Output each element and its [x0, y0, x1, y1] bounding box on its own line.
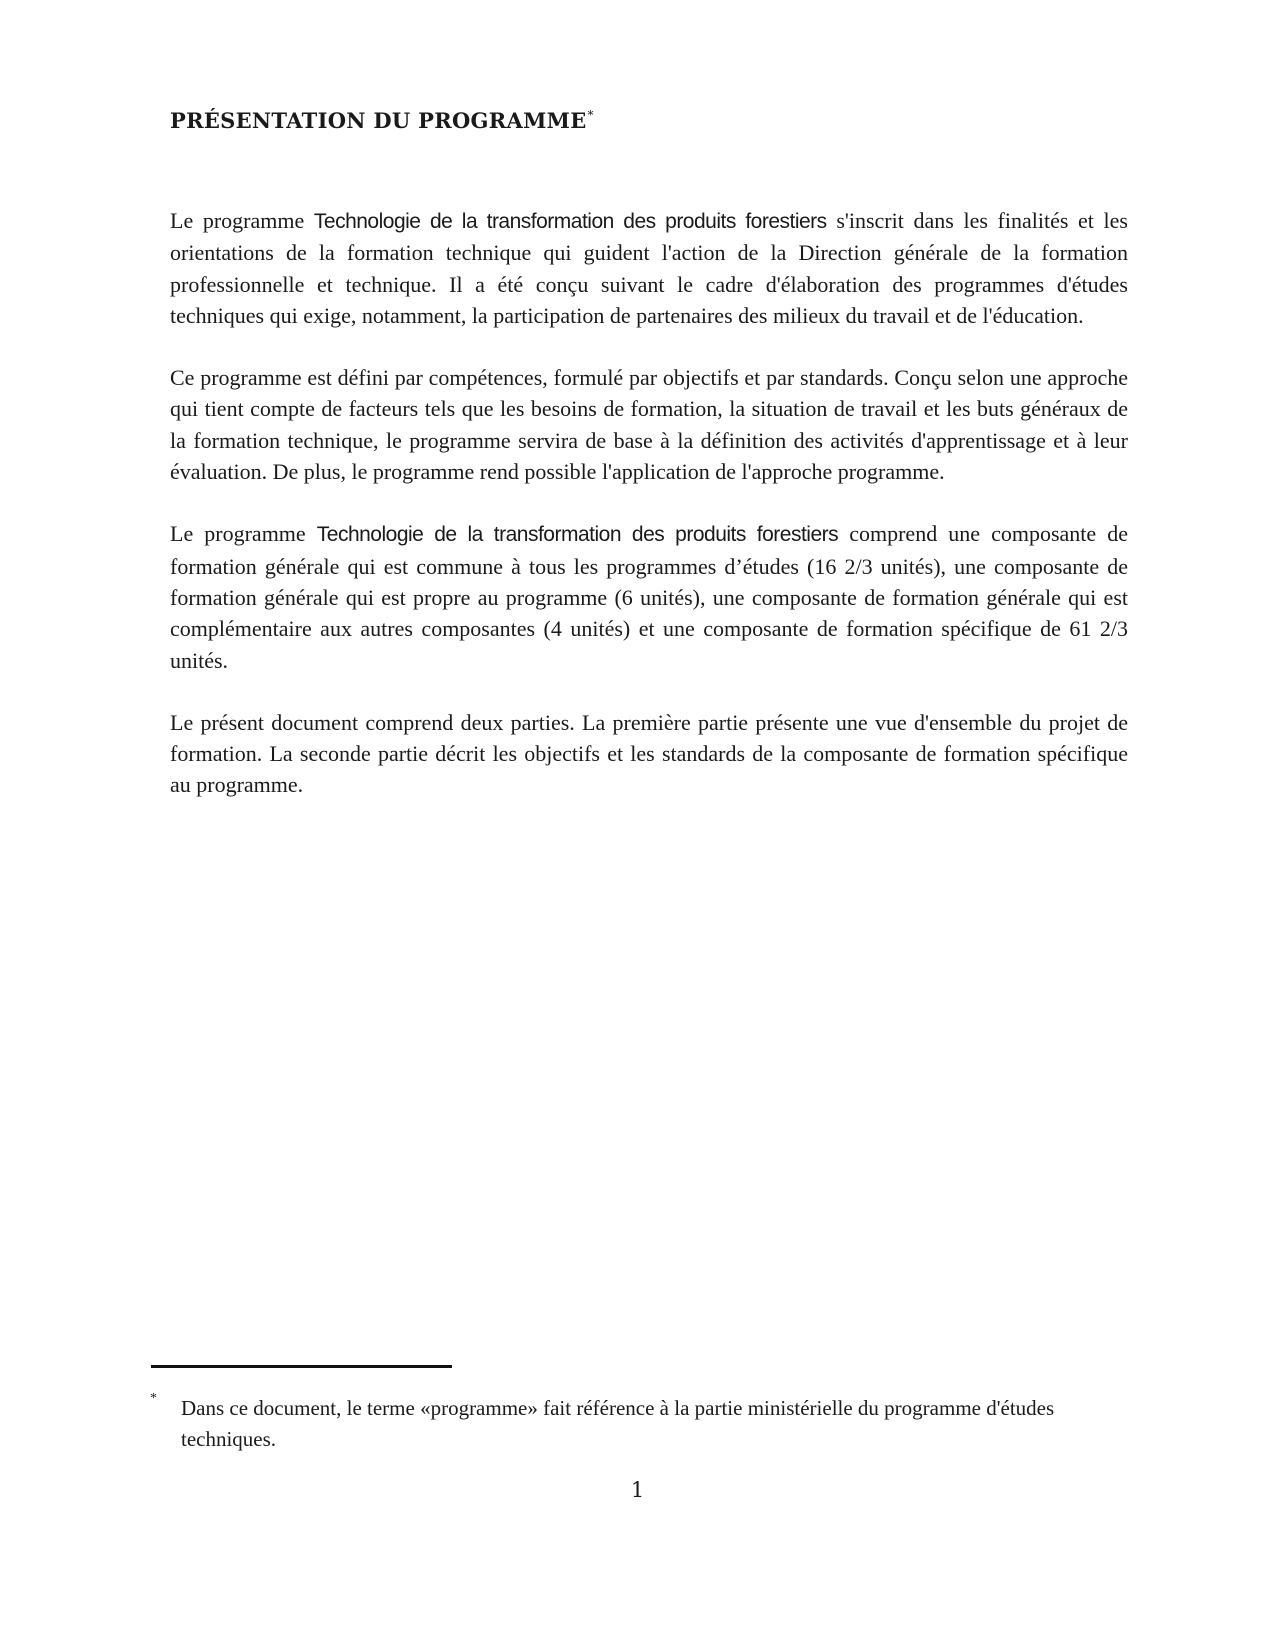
program-name: Technologie de la transformation des produits forestiers — [316, 523, 839, 547]
page-title — [170, 108, 594, 133]
paragraph-1-rest: s'inscrit dans les finalités et les orientations de la formation technique qui guident l'action de la Direction générale de la formation professionnelle et technique. Il a été conçu suivant le cadre d'élaboration des programmes d'études techniques qui exige, notamment, la participation de partenaires des milieux du travail et de l'éducation. — [170, 208, 1128, 328]
page-number: 1 — [630, 1478, 645, 1502]
paragraph-3-lead: Le programme — [170, 521, 317, 547]
footnote-marker: * — [150, 1391, 157, 1406]
footnote-text: Dans ce document, le terme «programme» fait référence à la partie ministérielle du programme d'études techniques. — [181, 1396, 1055, 1451]
paragraph-3-rest: comprend une composante de formation générale qui est commune à tous les programmes d’études (16 2/3 unités), une composante de formation générale qui est propre au programme (6 unités), une composante de formation générale qui est complémentaire aux autres composantes (4 unités) et une composante de formation spécifique de 61 2/3 unités. — [170, 521, 1129, 673]
paragraph-competencies: Ce programme est défini par compétences, formulé par objectifs et par standards. Conçu selon une approche qui tient compte de facteurs tels que les besoins de formation, la situation de travail et les buts généraux de la formation technique, le programme servira de base à la définition des activités d'apprentissage et à leur évaluation. De plus, le programme rend possible l'application de l'approche programme. — [170, 365, 1128, 485]
page-title-text: PRÉSENTATION DU PROGRAMME — [170, 108, 587, 133]
paragraph-1-lead: Le programme — [170, 208, 314, 233]
title-footnote-ref: * — [587, 108, 594, 122]
footnote — [150, 1393, 1080, 1455]
program-name: Technologie de la transformation des produits forestiers — [313, 210, 827, 233]
paragraph-components — [170, 518, 1128, 675]
paragraph-document-parts: Le présent document comprend deux parties. La première partie présente une vue d'ensemble du projet de formation. La seconde partie décrit les objectifs et les standards de la composante de formation spécifique au programme. — [170, 709, 1128, 798]
body-text — [170, 205, 1128, 832]
footnote-separator — [151, 1365, 452, 1368]
paragraph-program-purpose — [170, 205, 1128, 331]
